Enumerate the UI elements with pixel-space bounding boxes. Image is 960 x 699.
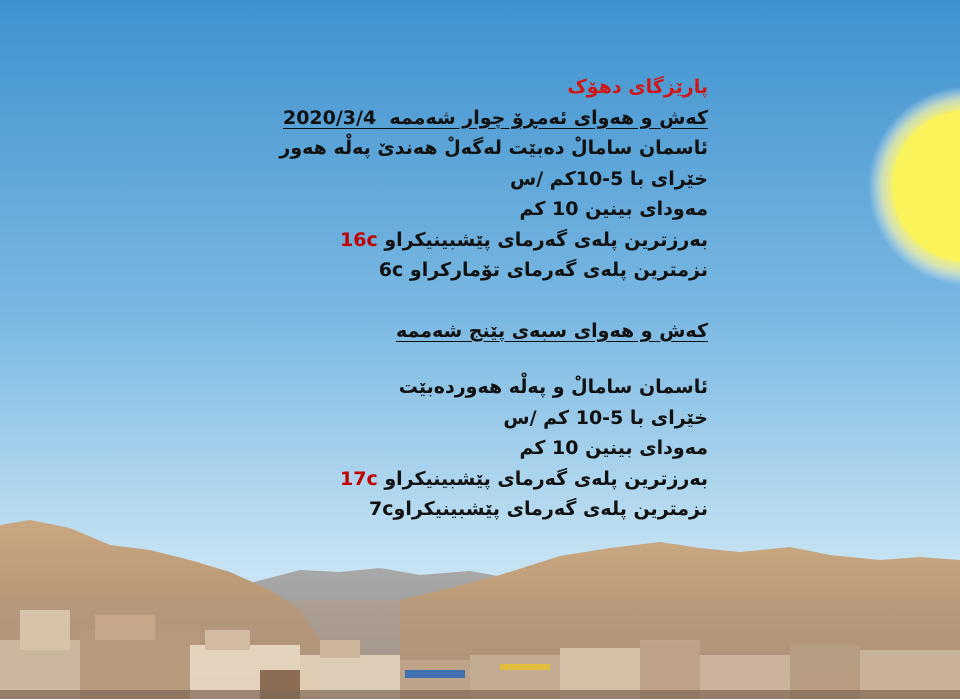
today-date: 2020/3/4 [282,106,377,129]
today-sky: ئاسمان سامالْ دەبێت لەگەلْ هەندێ پەلْە هەور [279,137,708,159]
tomorrow-sky: ئاسمان سامالْ و پەلْە هەوردەبێت [398,376,708,398]
tomorrow-visibility: مەودای بینین 10 کم [519,437,708,459]
today-max-label: بەرزترین پلەی گەرمای پێشبینیکراو [384,228,708,251]
tomorrow-min-temp [188,494,708,525]
tomorrow-max-value: 17c [340,467,378,490]
section-spacer [188,346,708,372]
city-buildings [0,600,960,699]
tomorrow-heading: کەش و هەوای سبەی پێنج شەممە [395,319,708,342]
weather-forecast-text [188,72,708,525]
today-max-temp [188,225,708,256]
tomorrow-min-value: 7c [369,498,394,520]
today-min-temp [188,255,708,286]
today-wind: خێرای با 5-10کم /س [509,167,708,190]
forecast-title: پارێزگای دهۆک [567,76,708,98]
today-heading-label: کەش و هەوای ئەمڕۆ چوار شەممە [389,106,708,129]
today-min-label: نزمترین پلەی گەرمای تۆمارکراو [409,259,708,281]
section-spacer [188,286,708,316]
tomorrow-min-label: نزمترین پلەی گەرمای پێشبینیکراو [393,498,708,520]
tomorrow-max-label: بەرزترین پلەی گەرمای پێشبینیکراو [384,467,708,490]
today-max-value: 16c [340,228,378,251]
today-heading [188,103,708,134]
today-visibility: مەودای بینین 10 کم [519,198,708,220]
tomorrow-wind: خێرای با 5-10 کم /س [503,406,708,429]
today-min-value: 6c [378,259,404,281]
tomorrow-max-temp [188,464,708,495]
